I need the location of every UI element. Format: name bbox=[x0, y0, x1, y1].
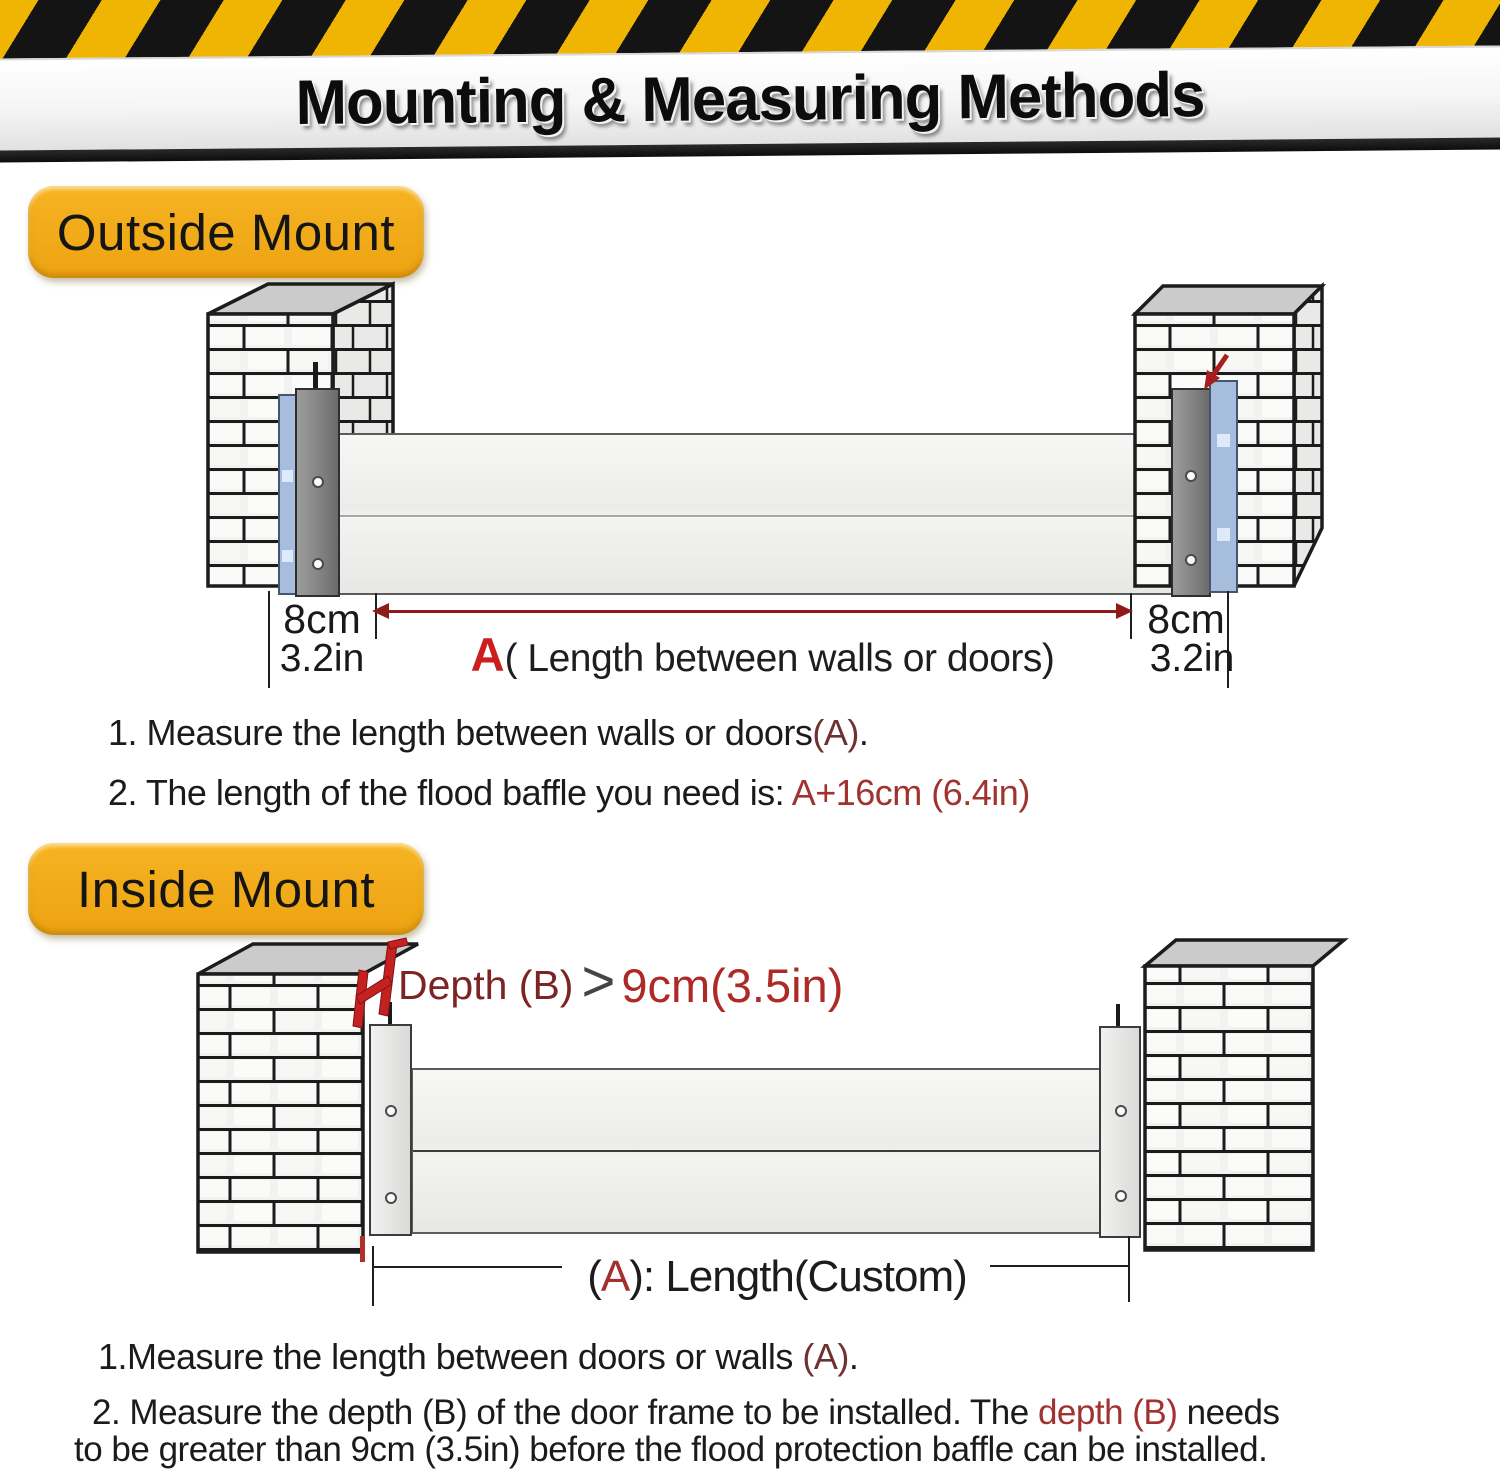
outside-step-1: 1. Measure the length between walls or doors(A). bbox=[108, 712, 869, 753]
inside-mount-badge: Inside Mount bbox=[28, 843, 424, 935]
header-banner bbox=[0, 0, 1500, 163]
flood-barrier-inside bbox=[411, 1068, 1104, 1234]
barrier-panel-seam bbox=[413, 1150, 1102, 1152]
screw-hole bbox=[1115, 1190, 1127, 1202]
dim-tick bbox=[372, 1246, 374, 1306]
depth-requirement-label: Depth (B) > 9cm(3.5in) bbox=[398, 949, 844, 1014]
inside-step-1: 1.Measure the length between doors or walls (A). bbox=[98, 1336, 859, 1377]
greater-than-sign: > bbox=[581, 949, 616, 1014]
seal-mark bbox=[1217, 528, 1230, 541]
install-direction-arrow-icon bbox=[1196, 350, 1234, 392]
seal-mark bbox=[282, 550, 293, 562]
seal-mark bbox=[1217, 434, 1230, 447]
screw-hole bbox=[385, 1105, 397, 1117]
arrowhead-left-icon bbox=[372, 603, 389, 619]
screw-hole bbox=[385, 1192, 397, 1204]
dim-left-cm: 8cm bbox=[283, 596, 361, 642]
screw-hole bbox=[1115, 1105, 1127, 1117]
flood-barrier-outside bbox=[337, 433, 1177, 595]
length-a-label: A( Length between walls or doors) bbox=[470, 628, 1055, 681]
inside-step-2: 2. Measure the depth (B) of the door frame to be installed. The depth (B) needs to be greater than 9cm (3.5in) before the flood protection baffle can be installed. bbox=[74, 1393, 1280, 1469]
dimension-arrow bbox=[388, 610, 1116, 613]
channel-bracket-left bbox=[369, 1024, 412, 1236]
anchor-pin-left bbox=[313, 362, 318, 390]
dim-left-in: 3.2in bbox=[279, 637, 365, 680]
arrowhead-right-icon bbox=[1116, 603, 1133, 619]
depth-mark-tick bbox=[360, 1236, 365, 1262]
mount-bracket-left bbox=[295, 388, 340, 597]
dim-line bbox=[374, 1266, 562, 1268]
outside-steps bbox=[108, 712, 1030, 814]
outside-step-2: 2. The length of the flood baffle you need is: A+16cm (6.4in) bbox=[108, 772, 1030, 813]
screw-hole bbox=[312, 476, 324, 488]
screw-hole bbox=[1185, 470, 1197, 482]
title-banner bbox=[0, 45, 1500, 150]
channel-bracket-right bbox=[1099, 1026, 1141, 1238]
screw-hole bbox=[1185, 554, 1197, 566]
outside-mount-badge: Outside Mount bbox=[28, 186, 424, 278]
anchor-pin-right bbox=[1116, 1004, 1120, 1028]
inside-step-2-continued: to be greater than 9cm (3.5in) before the flood protection baffle can be installed. bbox=[74, 1430, 1268, 1469]
dim-right-cm: 8cm bbox=[1147, 596, 1225, 642]
dim-tick bbox=[1128, 1236, 1130, 1302]
dim-right-in: 3.2in bbox=[1149, 637, 1235, 680]
seal-strip-right bbox=[1209, 380, 1238, 593]
dim-line bbox=[990, 1265, 1130, 1267]
length-a-letter: A bbox=[470, 628, 505, 681]
length-custom-label: (A): Length(Custom) bbox=[587, 1252, 967, 1301]
page-title: Mounting & Measuring Methods bbox=[295, 60, 1205, 138]
seal-mark bbox=[282, 470, 293, 482]
screw-hole bbox=[312, 558, 324, 570]
barrier-panel-seam bbox=[339, 515, 1175, 517]
mount-bracket-right bbox=[1171, 388, 1211, 597]
